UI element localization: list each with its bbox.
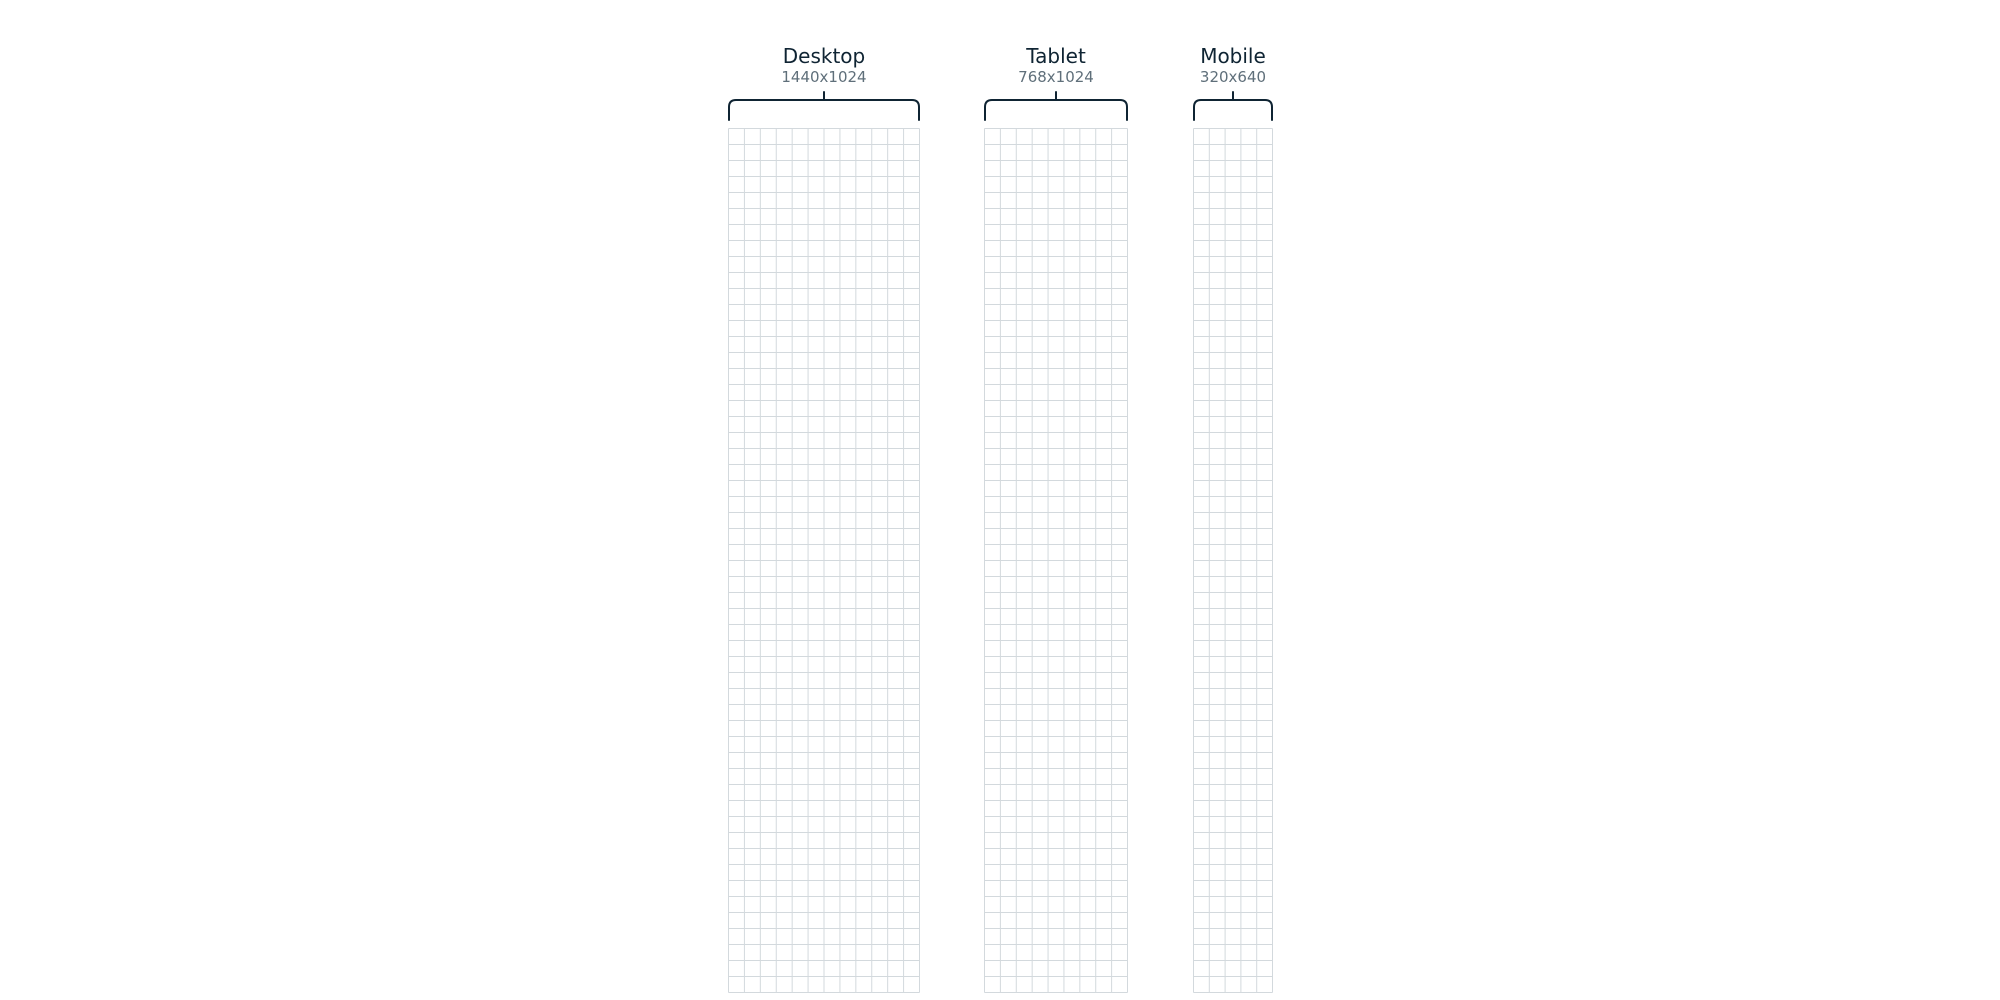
device-size-label: 320x640 xyxy=(1199,68,1267,86)
bracket-icon xyxy=(728,90,920,122)
bracket-line xyxy=(1194,92,1272,120)
device-title: Tablet xyxy=(1026,44,1086,68)
bracket-icon xyxy=(984,90,1128,122)
column-grid xyxy=(1193,128,1273,994)
device-size-label: 1440x1024 xyxy=(781,68,867,86)
column-grid xyxy=(728,128,920,994)
device-title: Desktop xyxy=(782,44,866,68)
bracket-icon xyxy=(1193,90,1273,122)
bracket-line xyxy=(985,92,1127,120)
device-title: Mobile xyxy=(1200,44,1266,68)
column-grid xyxy=(984,128,1128,994)
device-size-label: 768x1024 xyxy=(1018,68,1094,86)
bracket-line xyxy=(729,92,919,120)
